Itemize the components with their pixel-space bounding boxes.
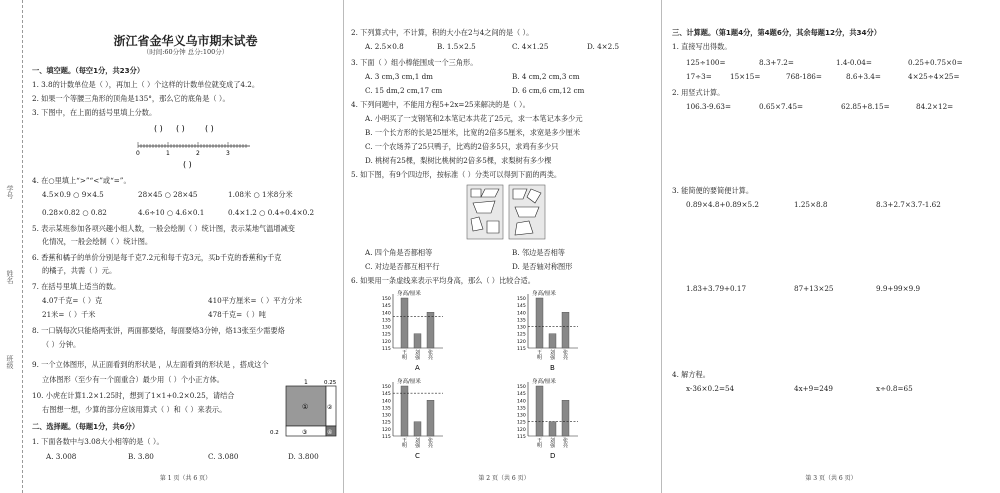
chart-option-letter: B	[550, 364, 555, 372]
chart-category-label: 明	[537, 355, 543, 361]
q4-item: 0.28×0.82 ○ 0.82	[42, 208, 107, 217]
chart-tick-label: 145	[517, 304, 526, 310]
chart-bar	[549, 422, 556, 436]
nl-tick-1: 1	[166, 150, 170, 157]
choice-option: D. 6 cm,6 cm,12 cm	[512, 86, 585, 95]
calc-item: 8.3+2.7×3.7-1.62	[876, 200, 941, 209]
choice-option: A. 3.008	[46, 452, 77, 461]
chart-tick-label: 140	[382, 311, 391, 317]
chart-category-label: 王	[402, 438, 408, 444]
choice-option: D. 是否轴对称图形	[512, 262, 573, 271]
nl-tick-3: 3	[226, 150, 230, 157]
calc-item: 0.65×7.45=	[759, 102, 804, 111]
nl-tick-2: 2	[196, 150, 200, 157]
question-1: 1. 3.8的计数单位是（ ），再加上（ ）个这样的计数单位就变成了4.2。	[32, 80, 260, 89]
fig-label: ④	[327, 429, 333, 436]
chart-tick-label: 125	[517, 332, 526, 338]
quadrilaterals-figure	[465, 183, 547, 241]
calc-item: 1.25×8.8	[794, 200, 828, 209]
chart-category-label: 刘	[550, 350, 556, 356]
calc-item: 8.6+3.4=	[846, 72, 881, 81]
chart-tick-label: 125	[382, 420, 391, 426]
choice-option: C. 3.080	[208, 452, 239, 461]
chart-tick-label: 125	[382, 332, 391, 338]
chart-tick-label: 115	[382, 435, 391, 440]
binding-label-name: 姓名	[6, 270, 14, 284]
chart-bar	[536, 386, 543, 436]
choice-option: B. 4 cm,2 cm,3 cm	[512, 72, 580, 81]
chart-bar	[414, 334, 421, 348]
q4-item: 0.4×1.2 ○ 0.4÷0.4×0.2	[228, 208, 315, 217]
calc-item: 0.25+0.75×0=	[908, 58, 963, 67]
chart-category-label: 刘	[550, 438, 556, 444]
binding-label-class: 班级	[6, 355, 14, 369]
chart-option-letter: A	[415, 364, 420, 372]
page-footer: 第 1 页（共 6 页）	[159, 474, 212, 482]
chart-category-label: 张	[563, 438, 569, 444]
q4-item: 4.5×0.9 ○ 9×4.5	[42, 190, 104, 199]
section-fill-in: 一、填空题。（每空1分，共23分）	[32, 66, 145, 75]
chart-option-letter: D	[550, 452, 556, 460]
svg-text:( ): ( )	[154, 124, 163, 133]
chart-tick-label: 150	[517, 297, 526, 302]
exam-subtitle: （时间:60分钟 总分:100分）	[142, 48, 229, 56]
chart-ylabel: 身高/厘米	[397, 291, 421, 297]
chart-ylabel: 身高/厘米	[532, 291, 556, 297]
choice-option: C. 15 dm,2 cm,17 cm	[365, 86, 443, 95]
calc-item: 4x+9=249	[794, 384, 833, 393]
chart-tick-label: 150	[382, 297, 391, 302]
area-model-figure	[268, 378, 340, 440]
calc-item: 87+13×25	[794, 284, 834, 293]
question-8a: 8. 一口锅每次只能烙两张饼，两面都要烙，每面要烙3分钟，烙13张至少需要烙	[32, 326, 285, 335]
choice-option: C. 一个农场养了25只鸭子，比鸡的2倍多5只，求鸡有多少只	[365, 142, 559, 151]
page-1	[28, 0, 344, 493]
question-2: 2. 如果一个等腰三角形的顶角是135°，那么它的底角是（ ）。	[32, 94, 230, 103]
chart-tick-label: 140	[517, 311, 526, 317]
calc-item: 768-186=	[786, 72, 822, 81]
chart-option-letter: C	[415, 452, 420, 460]
calc-item: 106.3-9.63=	[686, 102, 732, 111]
calc-item: 17÷3=	[686, 72, 712, 81]
svg-text:( ): ( )	[176, 124, 185, 133]
q7-item: 4.07千克=（ ）克	[42, 296, 103, 305]
chart-tick-label: 145	[382, 304, 391, 310]
binding-margin	[0, 0, 23, 493]
calc-item: 125÷100=	[686, 58, 726, 67]
choice-1: 1. 下面各数中与3.08大小相等的是（ ）。	[32, 437, 164, 446]
choice-option: D. 桃树有25棵，梨树比桃树的2倍多5棵，求梨树有多少棵	[365, 156, 552, 165]
chart-tick-label: 135	[382, 318, 391, 324]
section-calc: 三、计算题。（第1题4分，第4题6分，其余每题12分，共34分）	[672, 28, 881, 37]
exam-title: 浙江省金华义乌市期末试卷	[113, 34, 258, 48]
chart-tick-label: 135	[517, 318, 526, 324]
chart-category-label: 明	[402, 443, 408, 449]
chart-ylabel: 身高/厘米	[532, 379, 556, 385]
page-footer: 第 2 页（共 6 页）	[478, 474, 530, 482]
fig-label: 0.2	[270, 430, 279, 436]
chart-category-label: 刘	[415, 350, 421, 356]
chart-bar	[562, 400, 569, 436]
choice-option: B. 一个长方形的长是25厘米，比宽的2倍多5厘米，求宽是多少厘米	[365, 128, 581, 137]
chart-tick-label: 145	[517, 392, 526, 398]
calc-2: 2. 用竖式计算。	[672, 88, 725, 97]
fig-label: ③	[302, 429, 308, 436]
q4-item: 28×45 ○ 28×45	[138, 190, 198, 199]
chart-tick-label: 120	[382, 339, 391, 345]
question-6a: 6. 香蕉和橘子的单价分别是每千克7.2元和每千克3元，买b千克的香蕉和y千克	[32, 253, 282, 262]
chart-ylabel: 身高/厘米	[397, 379, 421, 385]
choice-option: A. 3 cm,3 cm,1 dm	[365, 72, 434, 81]
calc-3: 3. 能简便的要简便计算。	[672, 186, 754, 195]
question-7: 7. 在括号里填上适当的数。	[32, 282, 121, 291]
choice-option: A. 2.5×0.8	[365, 42, 404, 51]
choice-6: 6. 如果用一条虚线来表示平均身高，那么（ ）比较合适。	[351, 276, 535, 285]
question-5b: 化情况，一般会绘制（ ）统计图。	[42, 237, 153, 246]
chart-tick-label: 120	[517, 339, 526, 345]
chart-category-label: 王	[402, 350, 408, 356]
choice-3: 3. 下面（ ）组小棒能围成一个三角形。	[351, 58, 478, 67]
fig-label: ②	[327, 404, 333, 411]
chart-tick-label: 140	[382, 399, 391, 405]
chart-tick-label: 115	[517, 435, 526, 440]
section-choice: 二、选择题。（每题1分，共6分）	[32, 422, 140, 431]
chart-bar	[549, 334, 556, 348]
question-8b: （ ）分钟。	[42, 340, 81, 349]
chart-category-label: 强	[550, 443, 556, 449]
svg-text:( ): ( )	[183, 160, 192, 169]
chart-tick-label: 150	[382, 385, 391, 390]
chart-category-label: 强	[415, 355, 421, 361]
chart-tick-label: 145	[382, 392, 391, 398]
chart-category-label: 王	[537, 438, 543, 444]
q7-item: 21米=（ ）千米	[42, 310, 96, 319]
chart-category-label: 亮	[563, 443, 569, 449]
calc-item: 1.83+3.79+0.17	[686, 284, 747, 293]
calc-item: 0.89×4.8+0.89×5.2	[686, 200, 759, 209]
calc-item: 62.85+8.15=	[841, 102, 890, 111]
chart-tick-label: 135	[517, 406, 526, 412]
q4-item: 1.08米 ○ 1米8分米	[228, 190, 293, 199]
fig-label: ①	[302, 403, 309, 411]
question-4: 4. 在○里填上“>”“<”或“=”。	[32, 176, 131, 185]
choice-option: D. 3.800	[288, 452, 319, 461]
chart-category-label: 亮	[563, 355, 569, 361]
page-footer: 第 3 页（共 6 页）	[805, 474, 857, 482]
calc-item: 15×15=	[730, 72, 761, 81]
chart-bar	[536, 298, 543, 348]
calc-1: 1. 直接写出得数。	[672, 42, 732, 51]
question-10b: 右图想一想，少算的部分应该用算式（ ）和（ ）来表示。	[42, 405, 227, 414]
choice-option: C. 4×1.25	[512, 42, 549, 51]
chart-tick-label: 130	[517, 325, 526, 331]
calc-item: 4×25÷4×25=	[908, 72, 960, 81]
chart-tick-label: 115	[382, 347, 391, 352]
calc-item: 8.3+7.2=	[759, 58, 794, 67]
chart-category-label: 亮	[428, 355, 434, 361]
chart-bar	[427, 312, 434, 348]
binding-label-id: 学号	[6, 185, 14, 199]
chart-tick-label: 125	[517, 420, 526, 426]
fig-label: 1	[304, 379, 308, 386]
choice-option: A. 四个角是否都相等	[365, 248, 433, 257]
question-5a: 5. 表示某班参加各项兴趣小组人数，一般会绘制（ ）统计图，表示某地气温增减变	[32, 224, 295, 233]
question-9b: 立体图形（至少有一个面重合）最少用（ ）个小正方体。	[42, 375, 224, 384]
choice-2: 2. 下列算式中，不计算，积的大小在2与4之间的是（ ）。	[351, 28, 534, 37]
chart-category-label: 明	[402, 355, 408, 361]
chart-category-label: 明	[537, 443, 543, 449]
chart-category-label: 王	[537, 350, 543, 356]
chart-category-label: 张	[428, 350, 434, 356]
chart-bar	[562, 312, 569, 348]
chart-bar	[414, 422, 421, 436]
page-3	[666, 0, 996, 493]
chart-bar	[401, 386, 408, 436]
chart-tick-label: 115	[517, 347, 526, 352]
q7-item: 478千克=（ ）吨	[208, 310, 266, 319]
chart-tick-label: 135	[382, 406, 391, 412]
question-6b: 的橘子，共需（ ）元。	[42, 266, 117, 275]
question-3: 3. 下图中，在上面的括号里填上分数。	[32, 108, 157, 117]
chart-category-label: 张	[428, 438, 434, 444]
chart-category-label: 亮	[428, 443, 434, 449]
choice-option: D. 4×2.5	[587, 42, 620, 51]
chart-tick-label: 120	[382, 427, 391, 433]
chart-tick-label: 120	[517, 427, 526, 433]
chart-tick-label: 140	[517, 399, 526, 405]
choice-option: A. 小明买了一支钢笔和2本笔记本共花了25元，求一本笔记本多少元	[365, 114, 583, 123]
chart-bar	[427, 400, 434, 436]
chart-tick-label: 130	[517, 413, 526, 419]
question-9a: 9. 一个立体图形，从正面看到的形状是 ，从左面看到的形状是 ，搭成这个	[32, 360, 269, 369]
chart-category-label: 张	[563, 350, 569, 356]
chart-tick-label: 130	[382, 413, 391, 419]
calc-item: 1.4-0.04=	[836, 58, 872, 67]
number-line-figure	[128, 118, 258, 170]
chart-bar	[401, 298, 408, 348]
calc-4: 4. 解方程。	[672, 370, 710, 379]
q4-item: 4.6÷10 ○ 4.6×0.1	[138, 208, 205, 217]
calc-item: 84.2×12=	[916, 102, 954, 111]
svg-text:( ): ( )	[205, 124, 214, 133]
chart-category-label: 强	[415, 443, 421, 449]
choice-4: 4. 下列问题中，不能用方程5+2x=25来解决的是（ ）。	[351, 100, 530, 109]
chart-category-label: 刘	[415, 438, 421, 444]
choice-option: B. 1.5×2.5	[437, 42, 476, 51]
choice-5: 5. 如下图，有9个四边形，按标准（ ）分类可以得到下面的两类。	[351, 170, 562, 179]
q7-item: 410平方厘米=（ ）平方分米	[208, 296, 302, 305]
chart-tick-label: 150	[517, 385, 526, 390]
calc-item: 9.9+99×9.9	[876, 284, 921, 293]
choice-option: C. 对边是否都互相平行	[365, 262, 440, 271]
choice-option: B. 3.80	[128, 452, 154, 461]
height-bar-charts	[359, 290, 659, 460]
chart-category-label: 强	[550, 355, 556, 361]
fig-label: 0.25	[324, 380, 337, 386]
choice-option: B. 邻边是否相等	[512, 248, 565, 257]
question-10a: 10. 小虎在计算1.2×1.25时，想到了1×1+0.2×0.25，请结合	[32, 391, 235, 400]
nl-tick-0: 0	[136, 150, 140, 157]
calc-item: x-36×0.2=54	[686, 384, 735, 393]
chart-tick-label: 130	[382, 325, 391, 331]
page-2	[347, 0, 662, 493]
calc-item: x÷0.8=65	[876, 384, 913, 393]
